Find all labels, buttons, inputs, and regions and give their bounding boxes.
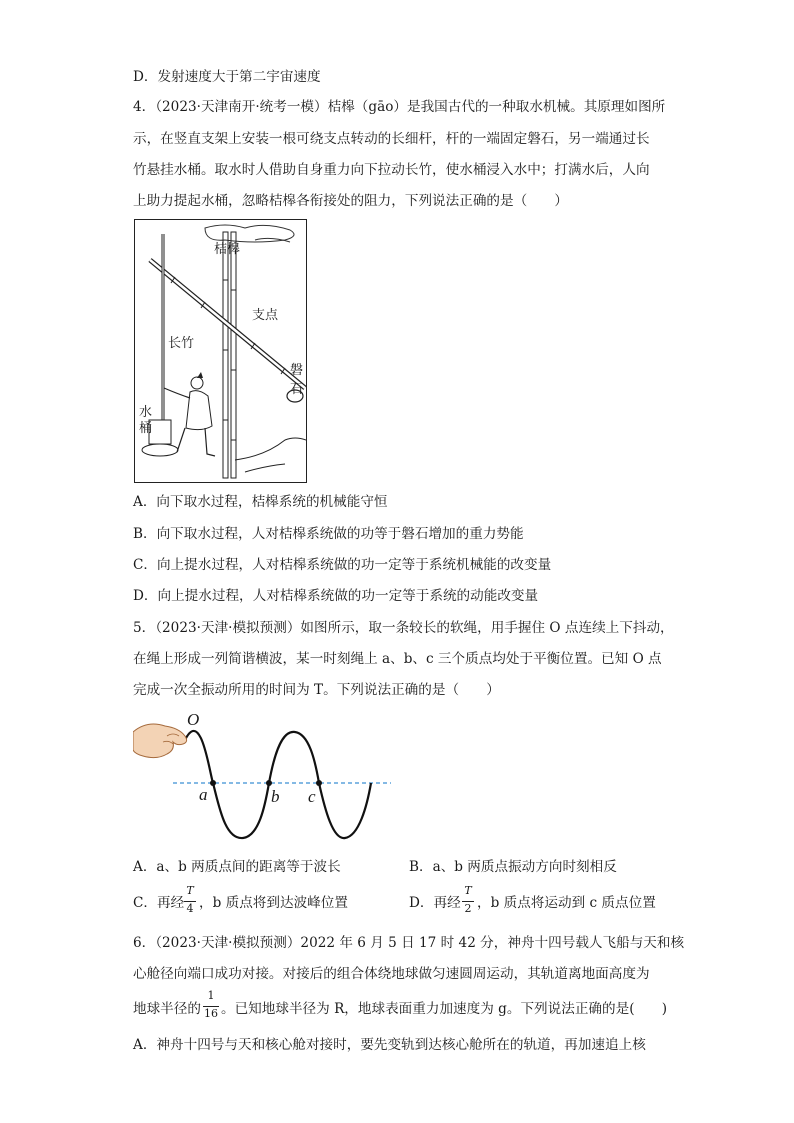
jiegao-illustration (135, 220, 306, 482)
q4-option-b: B．向下取水过程，人对桔槔系统做的功等于磐石增加的重力势能 (133, 526, 524, 542)
label-long-bamboo: 长竹 (168, 336, 195, 351)
q6-stem-line-1: 6．（2023·天津·模拟预测）2022 年 6 月 5 日 17 时 42 分，神舟十四号载人飞船与天和核 (133, 935, 685, 951)
q5-stem-line-3: 完成一次全振动所用的时间为 T。下列说法正确的是（ ） (133, 682, 500, 698)
label-c: c (308, 787, 316, 806)
q6-fraction-denominator: 16 (204, 1007, 218, 1020)
q6-fraction-numerator: 1 (207, 989, 215, 1002)
point-b (266, 780, 272, 786)
label-stone: 磐石 (290, 363, 304, 397)
q6-stem-line-2: 心舱径向端口成功对接。对接后的组合体绕地球做匀速圆周运动，其轨道离地面高度为 (133, 966, 650, 982)
q5-option-c-numerator: T (186, 884, 194, 897)
q6-stem-line-3-suffix: 。已知地球半径为 R，地球表面重力加速度为 g。下列说法正确的是( ) (221, 1001, 667, 1017)
q6-option-a: A．神舟十四号与天和核心舱对接时，要先变轨到达核心舱所在的轨道，再加速追上核 (133, 1037, 646, 1053)
q4-stem-line-4: 上助力提起水桶，忽略桔槔各衔接处的阻力，下列说法正确的是（ ） (133, 193, 568, 209)
q5-option-d-numerator: T (464, 884, 472, 897)
q5-option-c-suffix: ，b 质点将到达波峰位置 (199, 895, 348, 911)
label-bucket: 桶 (139, 421, 153, 436)
q4-stem-line-1: 4．（2023·天津南开·统考一模）桔槔（gāo）是我国古代的一种取水机械。其原理如图所 (133, 99, 666, 115)
label-jiegao: 桔槔 (214, 242, 241, 257)
q4-stem-line-2: 示，在竖直支架上安装一根可绕支点转动的长细杆，杆的一端固定磐石，另一端通过长 (133, 131, 650, 147)
q5-option-a: A．a、b 两质点间的距离等于波长 (133, 859, 341, 875)
label-b: b (271, 787, 280, 806)
q5-option-d-suffix: ，b 质点将运动到 c 质点位置 (477, 895, 656, 911)
q5-option-b: B．a、b 两质点振动方向时刻相反 (409, 859, 617, 875)
q4-option-a: A．向下取水过程，桔槔系统的机械能守恒 (133, 494, 388, 510)
q5-option-c-prefix: C．再经 (133, 895, 185, 911)
q5-option-d-denominator: 2 (464, 902, 472, 915)
label-water: 水 (139, 405, 153, 420)
q6-stem-line-3-prefix: 地球半径的 (133, 1001, 201, 1017)
point-a (210, 780, 216, 786)
jiegao-figure (134, 219, 307, 483)
wave-diagram (133, 710, 393, 845)
q4-option-c: C．向上提水过程，人对桔槔系统做的功一定等于系统机械能的改变量 (133, 557, 552, 573)
q5-stem-line-1: 5．（2023·天津·模拟预测）如图所示，取一条较长的软绳，用手握住 O 点连续上下抖动， (133, 620, 674, 636)
label-O: O (187, 710, 200, 729)
label-a: a (199, 785, 208, 804)
q5-option-c-denominator: 4 (186, 902, 194, 915)
q4-stem-line-3: 竹悬挂水桶。取水时人借助自身重力向下拉动长竹，使水桶浸入水中；打满水后，人向 (133, 162, 650, 178)
q3-option-d: D．发射速度大于第二宇宙速度 (133, 69, 321, 85)
q5-stem-line-2: 在绳上形成一列简谐横波，某一时刻绳上 a、b、c 三个质点均处于平衡位置。已知 O 点 (133, 651, 662, 667)
q4-option-d: D．向上提水过程，人对桔槔系统做的功一定等于系统的动能改变量 (133, 588, 539, 604)
label-fulcrum: 支点 (252, 308, 279, 323)
point-c (316, 780, 322, 786)
wave-figure (133, 710, 393, 845)
q5-option-d-prefix: D．再经 (409, 895, 461, 911)
